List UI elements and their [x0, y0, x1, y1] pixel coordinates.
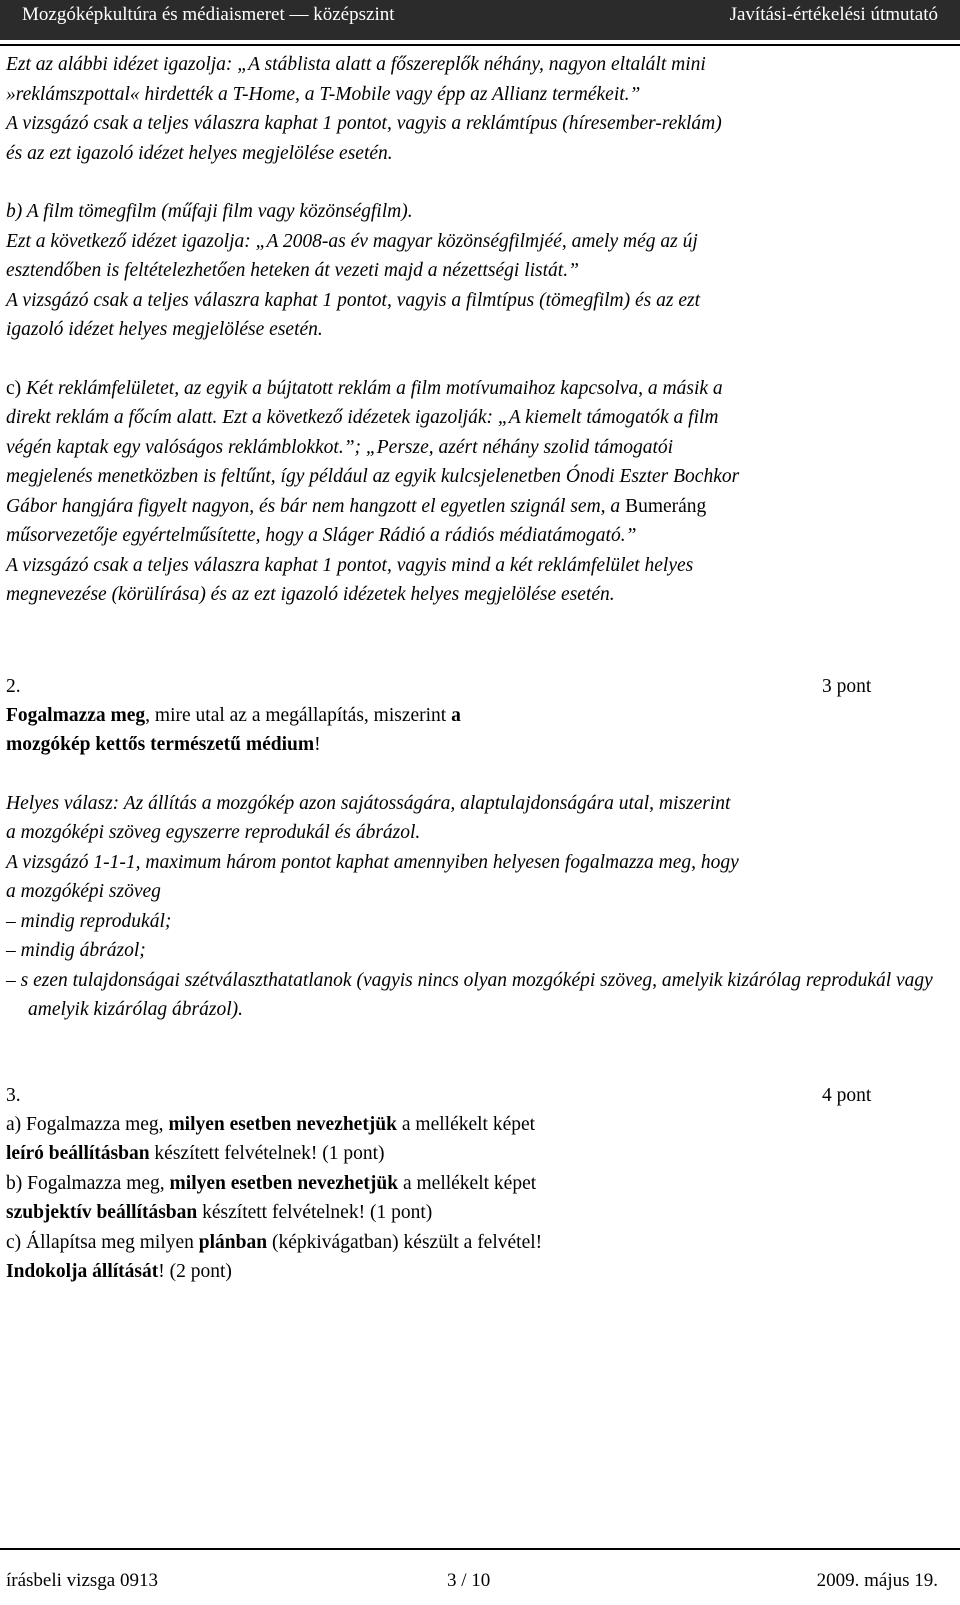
show-title: Bumeráng — [625, 495, 707, 517]
question-text: szubjektív beállításban készített felvételnek! (1 pont) — [6, 1202, 433, 1223]
question-points: 3 pont — [822, 675, 872, 697]
question-number: 2. — [6, 675, 21, 697]
question-header — [6, 1081, 941, 1110]
answer-line: Helyes válasz: Az állítás a mozgókép azon sajátosságára, alaptulajdonságára utal, miszerint — [6, 792, 731, 814]
header-divider — [0, 44, 960, 46]
text-line: direkt reklám a főcím alatt. Ezt a következő idézetek igazolják: „A kiemelt támogatók a film — [6, 407, 719, 428]
document-body — [6, 50, 941, 1287]
question-text: Fogalmazza meg, mire utal az a megállapítás, miszerint a — [6, 704, 461, 726]
footer-divider — [0, 1548, 960, 1550]
answer-line: A vizsgázó 1-1-1, maximum három pontot kaphat amennyiben helyesen fogalmazza meg, hogy — [6, 851, 739, 873]
question-text: mozgókép kettős természetű médium! — [6, 734, 321, 755]
question-2-section — [6, 672, 941, 1025]
list-item: – mindig ábrázol; — [6, 940, 146, 961]
footer-date: 2009. május 19. — [816, 1570, 938, 1591]
answer-c-section — [6, 374, 941, 610]
text-line: megnevezése (körülírása) és az ezt igazoló idézetek helyes megjelölése esetén. — [6, 584, 615, 605]
text-line: esztendőben is feltételezhetően heteken át vezeti majd a nézettségi listát.” — [6, 260, 579, 281]
answer-line: a mozgóképi szöveg — [6, 881, 161, 902]
text-line: A vizsgázó csak a teljes válaszra kaphat 1 pontot, vagyis a reklámtípus (híresember-reklám) — [6, 113, 722, 134]
page-header — [0, 0, 960, 40]
question-text: leíró beállításban készített felvételnek! (1 pont) — [6, 1143, 385, 1164]
text-line: megjelenés menetközben is feltűnt, így például az egyik kulcsjelenetben Ónodi Eszter Bochkor — [6, 466, 740, 487]
question-text: Indokolja állítását! (2 pont) — [6, 1261, 232, 1282]
text-line: igazoló idézet helyes megjelölése esetén. — [6, 319, 323, 340]
question-3-section — [6, 1081, 941, 1287]
text-line: műsorvezetője egyértelműsítette, hogy a Sláger Rádió a rádiós médiatámogató.” — [6, 525, 637, 546]
question-header — [6, 672, 941, 701]
question-text: b) Fogalmazza meg, milyen esetben nevezhetjük a mellékelt képet — [6, 1172, 537, 1194]
answer-b-section — [6, 197, 941, 345]
text-line: A vizsgázó csak a teljes válaszra kaphat 1 pontot, vagyis mind a két reklámfelület helyes — [6, 554, 694, 576]
answer-a-section — [6, 50, 941, 168]
list-item: – mindig reprodukál; — [6, 910, 172, 932]
page-number: 3 / 10 — [447, 1570, 491, 1591]
answer-line: a mozgóképi szöveg egyszerre reprodukál és ábrázol. — [6, 822, 421, 843]
text-line: »reklámszpottal« hirdették a T-Home, a T-Mobile vagy épp az Allianz termékeit.” — [6, 83, 641, 105]
text-line: Ezt az alábbi idézet igazolja: „A stáblista alatt a főszereplők néhány, nagyon eltalált mini — [6, 54, 706, 75]
question-text: c) Állapítsa meg milyen plánban (képkivágatban) készült a felvétel! — [6, 1231, 543, 1253]
text-line: Gábor hangjára figyelt nagyon, és bár nem hangzott el egyetlen szignál sem, a Bumeráng — [6, 495, 707, 517]
question-points: 4 pont — [822, 1084, 872, 1106]
answer-c-label: c) — [6, 377, 27, 399]
text-line: végén kaptak egy valóságos reklámblokkot.”; „Persze, azért néhány szolid támogatói — [6, 436, 674, 458]
answer-b-heading: b) A film tömegfilm (műfaji film vagy közönségfilm). — [6, 201, 413, 222]
header-doc-type: Javítási-értékelési útmutató — [729, 4, 938, 25]
question-text: a) Fogalmazza meg, milyen esetben nevezhetjük a mellékelt képet — [6, 1113, 536, 1135]
text-line: Ezt a következő idézet igazolja: „A 2008-as év magyar közönségfilmjéé, amely még az új — [6, 230, 698, 252]
text-line: c) Két reklámfelületet, az egyik a bújtatott reklám a film motívumaihoz kapcsolva, a másik a — [6, 377, 723, 399]
footer-exam-code: írásbeli vizsga 0913 — [6, 1570, 158, 1591]
text-line: és az ezt igazoló idézet helyes megjelölése esetén. — [6, 142, 393, 164]
header-subject: Mozgóképkultúra és médiaismeret — középszint — [22, 4, 395, 25]
question-number: 3. — [6, 1084, 21, 1106]
list-item: – s ezen tulajdonságai szétválaszthatatlanok (vagyis nincs olyan mozgóképi szöveg, amelyik kizárólag reprodukál vagy amelyik kizárólag ábrázol). — [6, 969, 933, 1020]
text-line: A vizsgázó csak a teljes válaszra kaphat 1 pontot, vagyis a filmtípus (tömegfilm) és az ezt — [6, 289, 700, 311]
